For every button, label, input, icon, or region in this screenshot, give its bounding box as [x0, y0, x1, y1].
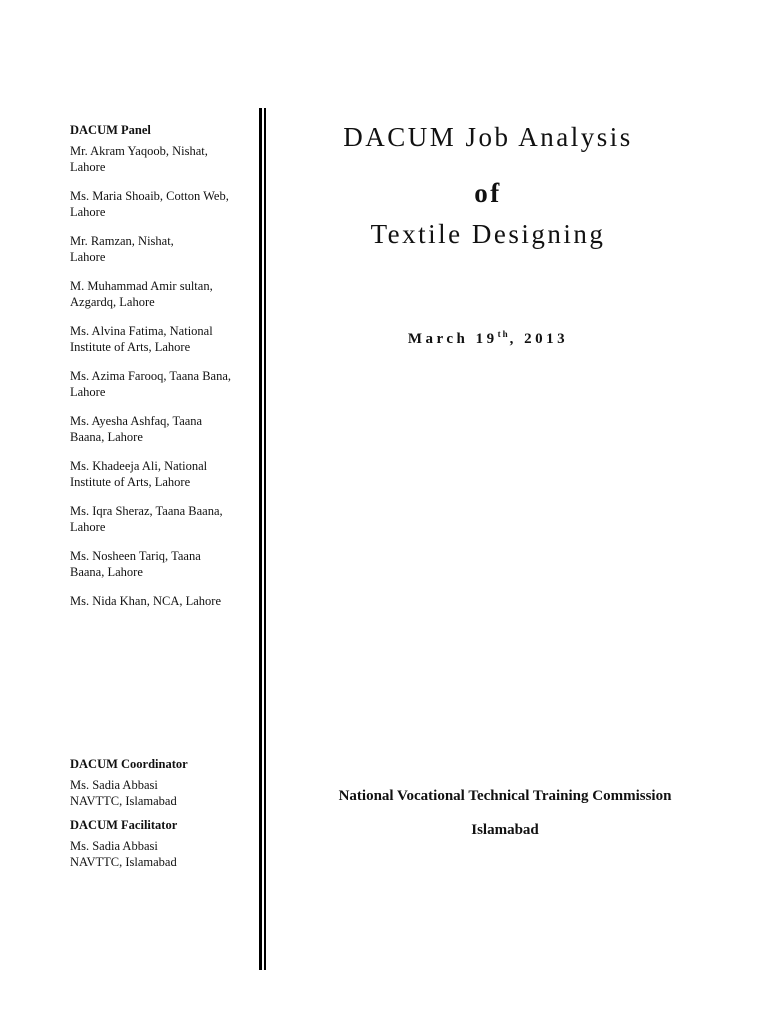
title-block	[270, 0, 706, 360]
member-line: Lahore	[70, 385, 106, 399]
member-line: Mr. Akram Yaqoob, Nishat,	[70, 144, 208, 158]
coordinator-person	[70, 777, 258, 809]
member-line: Lahore	[70, 250, 106, 264]
commission-name: National Vocational Technical Training Commission	[338, 788, 672, 804]
coordinator-heading: DACUM Coordinator	[70, 757, 188, 771]
member-line: Baana, Lahore	[70, 565, 143, 579]
panel-member	[70, 188, 258, 220]
panel-member	[70, 143, 258, 175]
title-line-3: Textile Designing	[370, 219, 606, 249]
member-line: Ms. Nida Khan, NCA, Lahore	[70, 594, 222, 608]
member-line: Ms. Iqra Sheraz, Taana Baana,	[70, 504, 223, 518]
member-line: M. Muhammad Amir sultan,	[70, 279, 213, 293]
date-prefix: March 19	[407, 331, 498, 347]
date-rest: , 2013	[509, 331, 569, 347]
member-line: Ms. Nosheen Tariq, Taana	[70, 549, 201, 563]
dacum-staff	[70, 756, 258, 878]
panel-member	[70, 323, 258, 355]
member-line: Ms. Maria Shoaib, Cotton Web,	[70, 189, 229, 203]
member-line: Baana, Lahore	[70, 430, 143, 444]
member-line: Institute of Arts, Lahore	[70, 475, 191, 489]
member-line: Ms. Alvina Fatima, National	[70, 324, 213, 338]
panel-member	[70, 233, 258, 265]
document-date	[270, 329, 706, 348]
panel-member	[70, 503, 258, 535]
title-line-2: of	[474, 178, 502, 208]
coordinator-name: Ms. Sadia Abbasi	[70, 778, 158, 792]
title-line-1: DACUM Job Analysis	[343, 122, 633, 152]
member-line: Lahore	[70, 160, 106, 174]
member-line: Ms. Azima Farooq, Taana Bana,	[70, 369, 232, 383]
member-line: Azgardq, Lahore	[70, 295, 155, 309]
member-line: Lahore	[70, 205, 106, 219]
commission-city: Islamabad	[471, 822, 539, 838]
member-line: Ms. Khadeeja Ali, National	[70, 459, 208, 473]
member-line: Institute of Arts, Lahore	[70, 340, 191, 354]
panel-member	[70, 368, 258, 400]
member-line: Ms. Ayesha Ashfaq, Taana	[70, 414, 203, 428]
vertical-rule-thick	[259, 108, 262, 970]
facilitator-person	[70, 838, 258, 870]
panel-member	[70, 413, 258, 445]
panel-member	[70, 458, 258, 490]
panel-heading: DACUM Panel	[70, 123, 151, 137]
panel-member	[70, 548, 258, 580]
date-suffix: th	[497, 329, 510, 339]
facilitator-name: Ms. Sadia Abbasi	[70, 839, 158, 853]
vertical-rule-thin	[264, 108, 266, 970]
member-line: Mr. Ramzan, Nishat,	[70, 234, 174, 248]
panel-member	[70, 593, 258, 609]
facilitator-org: NAVTTC, Islamabad	[70, 855, 177, 869]
member-line: Lahore	[70, 520, 106, 534]
coordinator-org: NAVTTC, Islamabad	[70, 794, 177, 808]
facilitator-heading: DACUM Facilitator	[70, 818, 178, 832]
panel-member	[70, 278, 258, 310]
dacum-panel	[70, 122, 258, 622]
